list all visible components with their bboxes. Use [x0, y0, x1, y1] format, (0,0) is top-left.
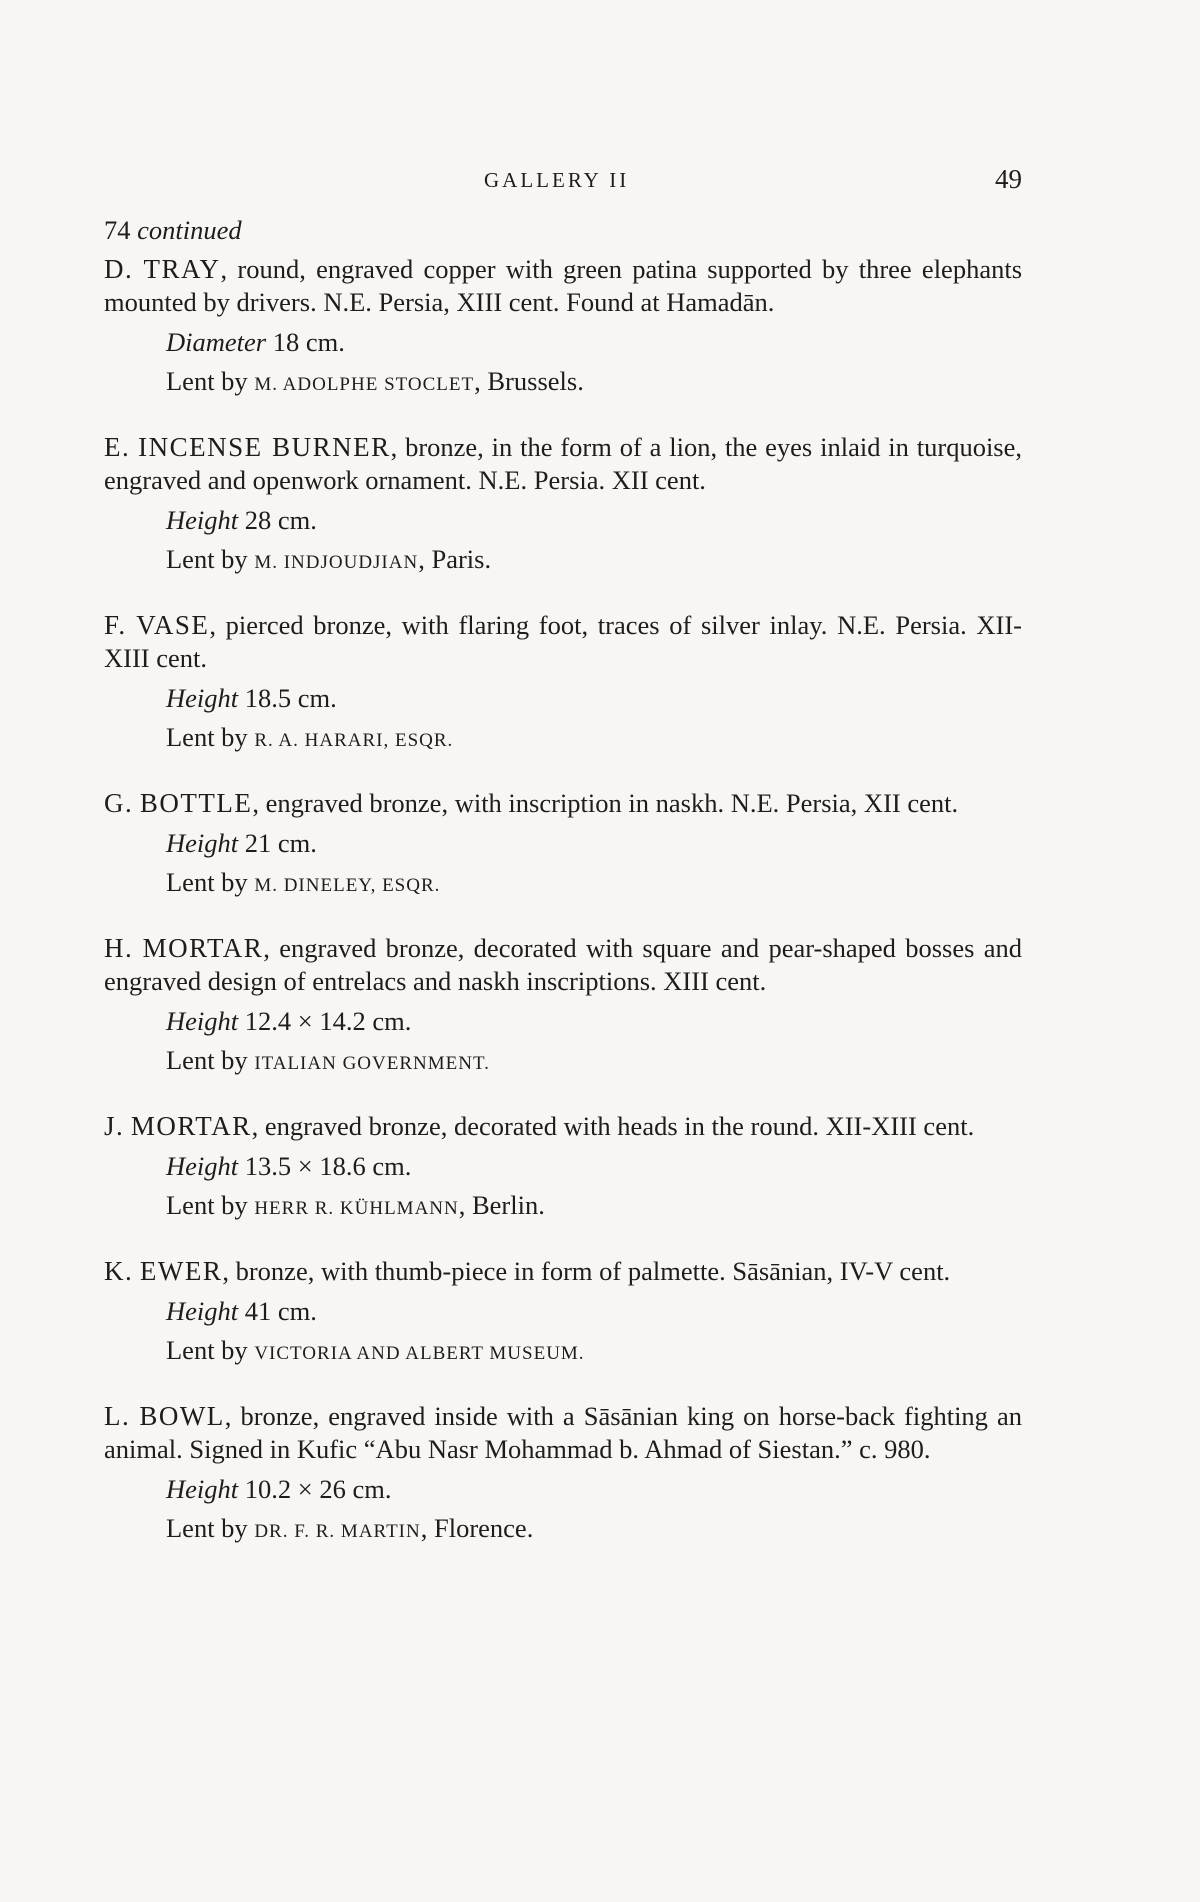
entry-number: 74: [104, 215, 131, 245]
lender-name: HERR R. KÜHLMANN: [254, 1198, 459, 1219]
lender-name: M. ADOLPHE STOCLET: [254, 374, 475, 395]
measure-value: 41 cm.: [244, 1296, 317, 1326]
entry-lender: [166, 543, 1022, 579]
entry-description-paragraph: [104, 1400, 1022, 1466]
entry-letter: G.: [104, 788, 134, 818]
entry-lender: [166, 1512, 1022, 1548]
entry-title: TRAY: [143, 254, 221, 284]
entry-description-paragraph: [104, 609, 1022, 675]
entry-lender: [166, 866, 1022, 902]
lender-name: DR. F. R. MARTIN: [254, 1521, 421, 1542]
catalogue-entry: [104, 932, 1022, 1080]
catalogue-entry: [104, 431, 1022, 579]
lender-name: VICTORIA AND ALBERT MUSEUM.: [254, 1343, 585, 1364]
entry-measurement: [166, 1150, 1022, 1183]
entry-title: EWER: [139, 1256, 223, 1286]
measure-label: Diameter: [166, 327, 267, 357]
catalogue-entry: [104, 1255, 1022, 1370]
entry-description: , round, engraved copper with green patina supported by three elephants mounted by drivers. N.E. Persia, XIII cent. Found at Hamadān.: [104, 254, 1023, 317]
entry-measurement: [166, 1473, 1022, 1506]
measure-label: Height: [166, 1474, 239, 1504]
measure-value: 18.5 cm.: [244, 683, 337, 713]
measure-value: 28 cm.: [244, 505, 317, 535]
lent-prefix: Lent by: [166, 1335, 248, 1365]
lent-prefix: Lent by: [166, 1045, 248, 1075]
entry-lender: [166, 721, 1022, 757]
running-title: GALLERY II: [484, 168, 630, 192]
entry-letter: L.: [104, 1401, 131, 1431]
catalogue-entry: [104, 1400, 1022, 1548]
entry-letter: D.: [104, 254, 134, 284]
entry-measurement: [166, 504, 1022, 537]
entry-description: , engraved bronze, with inscription in naskh. N.E. Persia, XII cent.: [252, 788, 959, 818]
entry-description: , bronze, in the form of a lion, the eyes inlaid in turquoise, engraved and openwork ornament. N.E. Persia. XII cent.: [104, 432, 1023, 495]
entry-letter: E.: [104, 432, 131, 462]
entry-description-paragraph: [104, 932, 1022, 998]
entry-description: , bronze, with thumb-piece in form of palmette. Sāsānian, IV-V cent.: [222, 1256, 951, 1286]
entry-lender: [166, 1189, 1022, 1225]
entry-title: MORTAR: [130, 1111, 252, 1141]
measure-label: Height: [166, 828, 239, 858]
catalogue-text: [104, 214, 1022, 1578]
entry-letter: J.: [104, 1111, 125, 1141]
lent-prefix: Lent by: [166, 366, 248, 396]
lender-name: M. INDJOUDJIAN: [254, 552, 419, 573]
entry-title: VASE: [136, 610, 210, 640]
catalogue-entry: [104, 787, 1022, 902]
lender-place: , Paris.: [418, 544, 492, 574]
lent-prefix: Lent by: [166, 867, 248, 897]
catalogue-entry: [104, 253, 1022, 401]
lender-place: , Florence.: [420, 1513, 534, 1543]
page-header: [104, 164, 1022, 200]
lent-prefix: Lent by: [166, 544, 248, 574]
measure-value: 12.4 × 14.2 cm.: [244, 1006, 412, 1036]
entry-lender: [166, 365, 1022, 401]
entry-letter: K.: [104, 1256, 134, 1286]
lender-name: M. DINELEY, ESQR.: [254, 875, 441, 896]
measure-value: 13.5 × 18.6 cm.: [244, 1151, 412, 1181]
entry-description: , engraved bronze, decorated with square and pear-shaped bosses and engraved design of entrelacs and naskh inscriptions. XIII cent.: [104, 933, 1023, 996]
lender-place: , Berlin.: [458, 1190, 545, 1220]
measure-label: Height: [166, 683, 239, 713]
measure-value: 18 cm.: [272, 327, 345, 357]
lender-place: , Brussels.: [474, 366, 584, 396]
entry-measurement: [166, 827, 1022, 860]
entry-letter: F.: [104, 610, 127, 640]
lender-name: R. A. HARARI, ESQR.: [254, 730, 454, 751]
lent-prefix: Lent by: [166, 722, 248, 752]
continued-heading: [104, 214, 1022, 247]
entry-title: MORTAR: [142, 933, 264, 963]
entry-description-paragraph: [104, 787, 1022, 820]
entry-description: , engraved bronze, decorated with heads in the round. XII-XIII cent.: [251, 1111, 975, 1141]
entry-description-paragraph: [104, 1110, 1022, 1143]
lent-prefix: Lent by: [166, 1190, 248, 1220]
entry-measurement: [166, 1295, 1022, 1328]
measure-label: Height: [166, 1006, 239, 1036]
measure-label: Height: [166, 1296, 239, 1326]
entry-lender: [166, 1334, 1022, 1370]
entry-list: [104, 253, 1022, 1548]
measure-label: Height: [166, 1151, 239, 1181]
catalogue-entry: [104, 609, 1022, 757]
catalogue-entry: [104, 1110, 1022, 1225]
entry-description: , pierced bronze, with flaring foot, traces of silver inlay. N.E. Persia. XII-XIII cent.: [104, 610, 1023, 673]
lender-name: ITALIAN GOVERNMENT.: [254, 1053, 490, 1074]
continued-label: continued: [137, 215, 242, 245]
entry-letter: H.: [104, 933, 134, 963]
entry-title: BOWL: [139, 1401, 225, 1431]
page-number: 49: [995, 164, 1022, 194]
entry-measurement: [166, 682, 1022, 715]
measure-value: 21 cm.: [244, 828, 317, 858]
entry-description-paragraph: [104, 253, 1022, 319]
lent-prefix: Lent by: [166, 1513, 248, 1543]
entry-measurement: [166, 326, 1022, 359]
entry-description: , bronze, engraved inside with a Sāsānian king on horse-back fighting an animal. Signed in Kufic “Abu Nasr Mohammad b. Ahmad of Siestan.” c. 980.: [104, 1401, 1023, 1464]
entry-description-paragraph: [104, 431, 1022, 497]
entry-lender: [166, 1044, 1022, 1080]
measure-value: 10.2 × 26 cm.: [244, 1474, 392, 1504]
entry-measurement: [166, 1005, 1022, 1038]
entry-title: INCENSE BURNER: [138, 432, 391, 462]
entry-title: BOTTLE: [139, 788, 253, 818]
measure-label: Height: [166, 505, 239, 535]
entry-description-paragraph: [104, 1255, 1022, 1288]
